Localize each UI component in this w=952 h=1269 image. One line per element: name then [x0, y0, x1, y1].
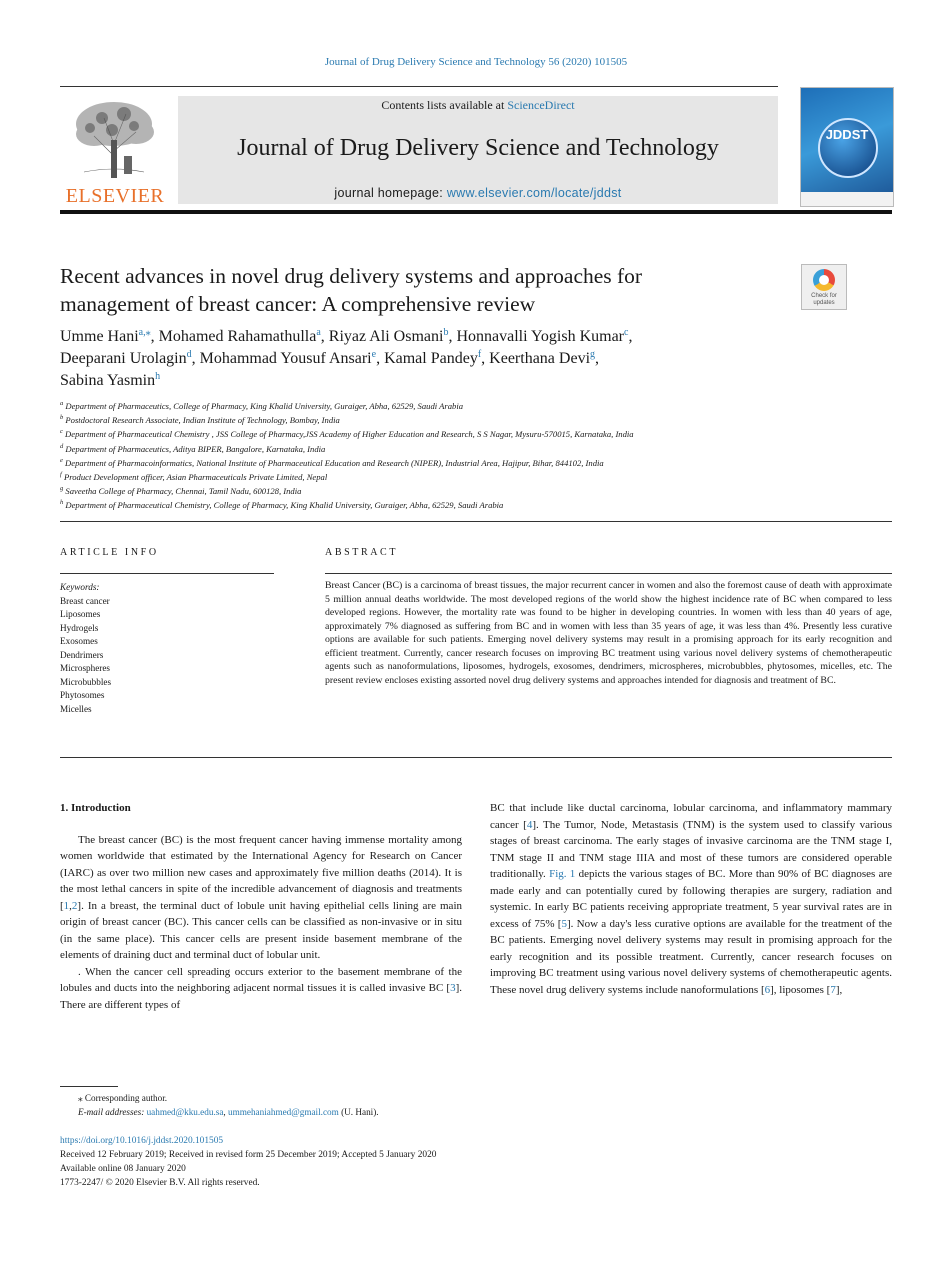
- author-separator: ,: [628, 328, 633, 345]
- crossmark-label: [802, 293, 846, 307]
- affiliation-list: [60, 398, 900, 512]
- sciencedirect-link[interactable]: ScienceDirect: [507, 98, 575, 112]
- author-separator: ,: [150, 328, 159, 345]
- author-name: Honnavalli Yogish Kumar: [456, 328, 625, 345]
- affiliation-item: [60, 426, 900, 440]
- email-separator: ,: [223, 1106, 228, 1117]
- section-divider: [60, 521, 892, 522]
- article-title-line-1: Recent advances in novel drug delivery systems and approaches for: [60, 264, 643, 288]
- paragraph-text: depicts the various stages of BC. More than 90% of BC diagnoses are made early and can potentially cured by following therapies are surgery, radiation and systemic. In early BC patients receiving appropriate treatment, 5 year survival rates are in excess of 75% [: [490, 868, 892, 930]
- keyword-item: Breast cancer: [60, 595, 110, 606]
- contents-available-line: [178, 98, 778, 113]
- abstract-rule: [325, 573, 892, 574]
- email-suffix: (U. Hani).: [338, 1106, 379, 1117]
- affiliation-item: [60, 412, 900, 426]
- article-title-line-2: management of breast cancer: A comprehensive review: [60, 292, 536, 316]
- affiliation-text: Postdoctoral Research Associate, Indian Institute of Technology, Bombay, India: [65, 415, 340, 426]
- author-affiliation-link[interactable]: b: [443, 327, 449, 338]
- cover-footer-strip: [801, 192, 893, 206]
- paragraph-text: ],: [835, 983, 843, 996]
- affiliation-key: c: [60, 428, 63, 436]
- reference-link[interactable]: 6: [764, 983, 771, 996]
- header-rule: [60, 86, 778, 87]
- author-affiliation-link[interactable]: d: [186, 349, 192, 360]
- keyword-item: Exosomes: [60, 636, 98, 646]
- paragraph-text: BC that include like ductal carcinoma, lobular carcinoma, and inflammatory mammary cancer [: [490, 802, 892, 831]
- author-name: Kamal Pandey: [384, 350, 478, 367]
- paragraph: [60, 964, 462, 1014]
- reference-link[interactable]: 4: [526, 818, 533, 831]
- corresponding-text: Corresponding author.: [84, 1093, 168, 1103]
- author-affiliation-link[interactable]: f: [477, 349, 482, 360]
- publication-info: [60, 1134, 892, 1190]
- affiliation-item: [60, 455, 900, 469]
- affiliation-text: Department of Pharmaceutics, Aditya BIPER, Bangalore, Karnataka, India: [65, 443, 326, 454]
- affiliation-item: [60, 483, 900, 497]
- author-affiliation-link[interactable]: g: [590, 349, 596, 360]
- reference-link[interactable]: 7: [830, 983, 836, 996]
- keyword-item: Microspheres: [60, 663, 111, 673]
- affiliation-key: e: [60, 456, 63, 464]
- author-affiliation-link[interactable]: h: [155, 371, 161, 382]
- body-column-right: [490, 800, 892, 998]
- paragraph-text: ]. The Tumor, Node, Metastasis (TNM) is the system used to classify various stages of breast carcinoma. The early stages of invasive carcinoma are the TNM stage I, TNM stage II and TNM stage IIIA and most of these tumors are considered operable traditionally.: [490, 818, 892, 880]
- check-for-updates-button[interactable]: [801, 264, 847, 310]
- figure-link[interactable]: Fig. 1: [549, 868, 576, 880]
- body-column-left: [60, 800, 462, 1013]
- reference-link[interactable]: 1: [63, 899, 70, 912]
- author-affiliation-link[interactable]: a,⁎: [138, 327, 151, 338]
- affiliation-text: Department of Pharmaceutical Chemistry, College of Pharmacy, King Khalid University, Guraiger, Abha, 62529, Saudi Arabia: [65, 500, 504, 511]
- copyright: 1773-2247/ © 2020 Elsevier B.V. All rights reserved.: [60, 1178, 260, 1188]
- keywords-label: Keywords:: [60, 582, 100, 592]
- affiliation-text: Product Development officer, Asian Pharmaceuticals Private Limited, Nepal: [63, 472, 328, 483]
- abstract-heading: ABSTRACT: [325, 547, 399, 558]
- paragraph-text: ,: [69, 899, 72, 912]
- contents-prefix: Contents lists available at: [381, 98, 508, 112]
- article-info-rule: [60, 573, 274, 574]
- keyword-item: Micelles: [60, 703, 92, 714]
- reference-link[interactable]: 3: [450, 982, 456, 994]
- doi-link[interactable]: https://doi.org/10.1016/j.jddst.2020.101505: [60, 1136, 224, 1146]
- elsevier-tree-icon: [64, 96, 164, 180]
- paragraph-text: ]. There are different types of: [60, 982, 462, 1011]
- header-thick-rule: [60, 210, 892, 214]
- affiliation-text: Department of Pharmacoinformatics, National Institute of Pharmaceutical Education and Research (NIPER), Industrial Area, Hajipur, Bihar, 844102, India: [65, 457, 604, 468]
- keyword-item: Dendrimers: [60, 649, 104, 660]
- author-affiliation-link[interactable]: a: [316, 327, 321, 338]
- keyword-item: Phytosomes: [60, 690, 105, 700]
- author-separator: ,: [376, 350, 385, 367]
- paragraph-text: ], liposomes [: [770, 983, 831, 996]
- corresponding-author-note: [60, 1092, 892, 1106]
- affiliation-key: g: [60, 485, 64, 493]
- author-affiliation-link[interactable]: c: [624, 327, 629, 338]
- abstract-text: Breast Cancer (BC) is a carcinoma of breast tissues, the major recurrent cancer in women and also the foremost cause of death with approximate 5 million annual deaths worldwide. The most developed regions of the world show the highest incidence rate of BC when compared to less developed regions. However, the mortality rate was found to be higher in developing countries. In women with less than 40 years of age, approximately 7% diagnosed as suffering from BC and in women with less than 35 years of age, it was less than 4%. Presently less curative options are available for such patients. Emerging novel delivery systems may result in a promising approach for its early recognition and efficient treatment. Currently, cancer research focuses on improving BC treatment using various novel delivery systems of chemotherapeutic agents such as nanoformulations, liposomes, hydrogels, exosomes, dendrimers, microspheres, microbubbles, phytosomes, micelles, etc. The present review encloses existing assorted novel drug delivery systems and approaches intended for diagnosis and treatment of BC.: [325, 580, 892, 686]
- keyword-item: Liposomes: [60, 609, 101, 619]
- author-affiliation-link[interactable]: e: [371, 349, 377, 360]
- received-dates: Received 12 February 2019; Received in revised form 25 December 2019; Accepted 5 January 2020: [60, 1150, 437, 1160]
- affiliation-key: a: [60, 400, 64, 407]
- affiliation-item: [60, 497, 900, 511]
- paragraph: [60, 832, 462, 964]
- email-link-1[interactable]: uahmed@kku.edu.sa: [146, 1106, 224, 1117]
- paragraph-text: ]. In a breast, the terminal duct of lobule unit having epithelial cells lining are main origin of breast cancer (BC). This cancer cells can be classified as non-invasive or in situ (in the same place). This cancer cells are present inside basement membrane of the elements of draining duct and terminal duct of lobular unit.: [60, 899, 462, 961]
- article-title: [60, 262, 760, 318]
- journal-cover-image[interactable]: [800, 87, 894, 207]
- paragraph-text: . When the cancer cell spreading occurs exterior to the basement membrane of the lobules and ducts into the neighboring adjacent normal tissues it is called invasive BC [: [60, 965, 462, 994]
- reference-link[interactable]: 5: [561, 917, 567, 930]
- affiliation-key: d: [60, 442, 64, 450]
- author-name: Deeparani Urolagin: [60, 350, 187, 367]
- author-name: Keerthana Devi: [489, 350, 591, 367]
- email-label: E-mail addresses:: [78, 1106, 145, 1117]
- footnotes: [60, 1092, 892, 1119]
- elsevier-wordmark: ELSEVIER: [65, 185, 165, 207]
- author-name: Sabina Yasmin: [60, 372, 156, 389]
- cover-title: JDDST: [825, 127, 869, 142]
- keyword-item: Hydrogels: [60, 622, 99, 633]
- paragraph-text: The breast cancer (BC) is the most frequent cancer having immense mortality among women worldwide that estimated by the International Agency for Research on Cancer (IARC) as over two million new cases and approximately five million deaths (2014). It is the most lethal cancers in spite of the incredible advancement of diagnosis and treatments [: [60, 833, 462, 912]
- author-name: Umme Hani: [60, 328, 139, 345]
- author-name: Mohamed Rahamathulla: [158, 328, 317, 345]
- affiliation-key: h: [60, 499, 64, 507]
- crossmark-label-line-2: updates: [813, 300, 835, 306]
- footnote-rule: [60, 1086, 118, 1087]
- keyword-item: Microbubbles: [60, 676, 112, 687]
- journal-homepage-line: [178, 186, 778, 200]
- reference-link[interactable]: 2: [71, 899, 78, 912]
- article-info-heading: ARTICLE INFO: [60, 547, 159, 558]
- author-separator: ,: [320, 328, 329, 345]
- author-name: Riyaz Ali Osmani: [328, 328, 444, 345]
- paragraph-text: ]. Now a day's less curative options are available for the treatment of the BC patients. Emerging novel delivery systems may result in promising approach for the early recognition and its possible treatment. Currently, cancer research focuses on improving BC treatment using various novel delivery systems of chemotherapeutic agents. These novel drug delivery systems include nanoformulations [: [490, 917, 893, 996]
- section-divider: [60, 757, 892, 758]
- crossmark-label-line-1: Check for: [811, 293, 837, 299]
- affiliation-text: Department of Pharmaceutical Chemistry , JSS College of Pharmacy,JSS Academy of Higher Education and Research, S S Nagar, Mysuru-570015, Karnataka, India: [65, 429, 634, 440]
- affiliation-text: Saveetha College of Pharmacy, Chennai, Tamil Nadu, 600128, India: [65, 486, 302, 497]
- affiliation-item: [60, 469, 900, 483]
- affiliation-item: [60, 441, 900, 455]
- corresponding-mark: ⁎: [78, 1093, 83, 1103]
- elsevier-logo[interactable]: [60, 96, 170, 207]
- paragraph: [490, 800, 892, 998]
- journal-citation[interactable]: Journal of Drug Delivery Science and Technology 56 (2020) 101505: [324, 56, 628, 68]
- available-online: Available online 08 January 2020: [60, 1164, 186, 1174]
- affiliation-key: f: [60, 471, 62, 479]
- keywords-list: [60, 581, 274, 716]
- author-separator: ,: [481, 350, 490, 367]
- email-link-2[interactable]: ummehaniahmed@gmail.com: [228, 1106, 339, 1117]
- author-list: [60, 326, 780, 392]
- author-separator: ,: [191, 350, 200, 367]
- affiliation-key: b: [60, 414, 64, 422]
- journal-title: Journal of Drug Delivery Science and Technology: [237, 135, 719, 161]
- homepage-link[interactable]: www.elsevier.com/locate/jddst: [446, 186, 622, 200]
- homepage-prefix: journal homepage:: [334, 186, 447, 200]
- crossmark-icon: [813, 269, 835, 291]
- email-note: [60, 1106, 892, 1120]
- affiliation-item: [60, 398, 900, 412]
- section-heading: 1. Introduction: [60, 802, 131, 814]
- author-separator: ,: [595, 350, 600, 367]
- author-separator: ,: [448, 328, 457, 345]
- author-name: Mohammad Yousuf Ansari: [199, 350, 372, 367]
- affiliation-text: Department of Pharmaceutics, College of Pharmacy, King Khalid University, Guraiger, Abha, 62529, Saudi Arabia: [65, 401, 463, 411]
